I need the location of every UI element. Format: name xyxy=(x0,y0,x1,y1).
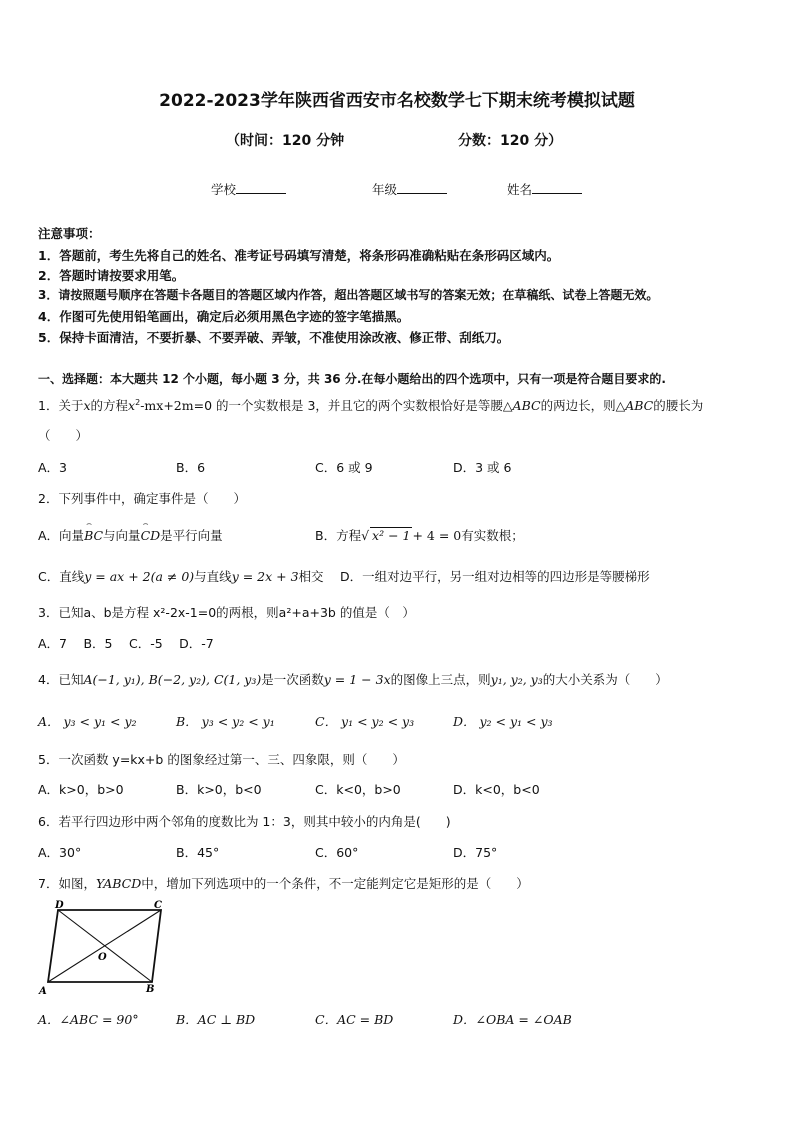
q7-option-b[interactable]: B．AC ⊥ BD xyxy=(176,1012,256,1027)
q1-expr: -mx+2m xyxy=(140,398,194,413)
vertex-label-d: D xyxy=(55,900,64,911)
name-label: 姓名 xyxy=(507,182,533,197)
note-item: 3．请按照题号顺序在答题卡各题目的答题区域内作答，超出答题区域书写的答案无效；在草稿纸、试卷上答题无效。 xyxy=(38,288,659,302)
question-3: 3．已知a、b是方程 x²-2x-1=0的两根，则a²+a+3b 的值是（ ） xyxy=(38,605,415,620)
q1-text: 的腰长为 xyxy=(653,398,704,413)
vertex-label-a: A xyxy=(39,986,47,997)
q4-option-a[interactable]: A． y₃ < y₁ < y₂ xyxy=(38,714,137,729)
q2b-radicand: x² − 1 xyxy=(372,528,411,543)
note-item: 1．答题前，考生先将自己的姓名、准考证号码填写清楚，将条形码准确粘贴在条形码区域内。 xyxy=(38,248,560,263)
q1-option-b[interactable]: B．6 xyxy=(176,460,206,475)
q2c-equation: y = ax + 2(a ≠ 0) xyxy=(84,569,195,584)
q6-option-a[interactable]: A．30° xyxy=(38,845,82,860)
school-label: 学校 xyxy=(211,182,237,197)
q7-shape: YABCD xyxy=(95,876,142,891)
question-1 xyxy=(38,396,703,414)
q4-text: 的图像上三点，则 xyxy=(390,672,491,687)
q2-option-a[interactable] xyxy=(38,526,223,544)
q3-options[interactable]: A．7 B．5 C．-5 D．-7 xyxy=(38,636,214,651)
diagonal-bd xyxy=(58,910,152,982)
notes-heading: 注意事项： xyxy=(38,226,101,241)
q2c-text: C．直线 xyxy=(38,569,85,584)
q4-text: 4．已知 xyxy=(38,672,84,687)
q4-option-d[interactable]: D． y₂ < y₁ < y₃ xyxy=(453,714,553,729)
q7-text: 中，增加下列选项中的一个条件，不一定能判定它是矩形的是（ ） xyxy=(141,876,529,891)
question-6: 6．若平行四边形中两个邻角的度数比为 1：3，则其中较小的内角是( ) xyxy=(38,814,451,829)
exam-score: 分数：120 分） xyxy=(458,133,563,149)
note-item: 5．保持卡面清洁，不要折暴、不要弄破、弄皱，不准使用涂改液、修正带、刮纸刀。 xyxy=(38,330,510,345)
q2c-text: 相交 xyxy=(298,569,324,584)
vertex-label-c: C xyxy=(154,900,162,911)
school-blank[interactable] xyxy=(236,181,286,194)
parallelogram-figure xyxy=(36,898,172,998)
note-item: 2．答题时请按要求用笔。 xyxy=(38,268,185,283)
q2c-text: 与直线 xyxy=(194,569,232,584)
q1-var: ABC xyxy=(625,398,654,413)
q1-exp: 2 xyxy=(135,397,141,407)
question-2: 2．下列事件中，确定事件是（ ） xyxy=(38,491,246,506)
center-label-o: O xyxy=(98,952,107,963)
q7-option-a[interactable]: A．∠ABC = 90° xyxy=(38,1012,139,1027)
q7-text: 7．如图， xyxy=(38,876,96,891)
q1-paren: （ ） xyxy=(38,428,89,443)
vector-bc: ⌢ BC xyxy=(84,528,103,543)
q2b-equation: + 4 = 0 xyxy=(412,528,462,543)
q5-option-a[interactable]: A．k>0，b>0 xyxy=(38,782,124,797)
q4-option-c[interactable]: C． y₁ < y₂ < y₃ xyxy=(315,714,415,729)
school-field[interactable] xyxy=(211,180,286,198)
q1-var: x xyxy=(128,398,136,413)
q2c-equation: y = 2x + 3 xyxy=(231,569,299,584)
vector-cd: ⌢ CD xyxy=(141,528,161,543)
q2a-text: 是平行向量 xyxy=(160,528,223,543)
q1-text: =0 的一个实数根是 3，并且它的两个实数根恰好是等腰△ xyxy=(193,398,513,413)
q4-option-b[interactable]: B． y₃ < y₂ < y₁ xyxy=(176,714,275,729)
q2a-text: A．向量 xyxy=(38,528,85,543)
vertex-label-b: B xyxy=(146,984,155,995)
q2b-text: B．方程 xyxy=(315,528,362,543)
grade-blank[interactable] xyxy=(397,181,447,194)
question-7 xyxy=(38,874,529,892)
q4-vars: y₁, y₂, y₃ xyxy=(490,672,543,687)
q5-option-c[interactable]: C．k<0，b>0 xyxy=(315,782,401,797)
grade-label: 年级 xyxy=(372,182,398,197)
q7-option-c[interactable]: C．AC = BD xyxy=(315,1012,394,1027)
q2-option-c[interactable] xyxy=(38,567,324,585)
q6-option-b[interactable]: B．45° xyxy=(176,845,220,860)
q1-option-a[interactable]: A．3 xyxy=(38,460,68,475)
q4-points: A(−1, y₁), B(−2, y₂), C(1, y₃) xyxy=(83,672,262,687)
q1-text: 的两边长，则△ xyxy=(540,398,626,413)
question-4 xyxy=(38,670,668,688)
exam-title: 2022-2023学年陕西省西安市名校数学七下期末统考模拟试题 xyxy=(159,91,635,111)
q5-option-b[interactable]: B．k>0，b<0 xyxy=(176,782,262,797)
q1-var: ABC xyxy=(512,398,541,413)
q1-text: 的方程 xyxy=(90,398,129,413)
q5-option-d[interactable]: D．k<0，b<0 xyxy=(453,782,540,797)
q4-text: 的大小关系为（ ） xyxy=(542,672,668,687)
q2-option-d[interactable]: D．一组对边平行，另一组对边相等的四边形是等腰梯形 xyxy=(340,569,650,584)
q1-option-d[interactable]: D．3 或 6 xyxy=(453,460,512,475)
q4-text: 是一次函数 xyxy=(261,672,324,687)
exam-time: （时间：120 分钟 xyxy=(226,133,345,149)
name-blank[interactable] xyxy=(532,181,582,194)
question-5: 5．一次函数 y=kx+b 的图象经过第一、三、四象限，则（ ） xyxy=(38,752,405,767)
q1-text: 1．关于 xyxy=(38,398,84,413)
q2-option-b[interactable] xyxy=(315,526,524,544)
q6-option-c[interactable]: C．60° xyxy=(315,845,359,860)
q4-function: y = 1 − 3x xyxy=(323,672,391,687)
sqrt-sign: √ xyxy=(361,528,370,543)
q6-option-d[interactable]: D．75° xyxy=(453,845,498,860)
q2b-text: 有实数根； xyxy=(461,528,524,543)
grade-field[interactable] xyxy=(372,180,447,198)
section-heading: 一、选择题：本大题共 12 个小题，每小题 3 分，共 36 分.在每小题给出的四个选项中，只有一项是符合题目要求的. xyxy=(38,372,666,386)
q2a-text: 与向量 xyxy=(103,528,141,543)
q1-option-c[interactable]: C．6 或 9 xyxy=(315,460,373,475)
name-field[interactable] xyxy=(507,180,582,198)
note-item: 4．作图可先使用铅笔画出，确定后必须用黑色字迹的签字笔描黑。 xyxy=(38,309,410,324)
q1-var: x xyxy=(83,398,91,413)
q7-option-d[interactable]: D．∠OBA = ∠OAB xyxy=(453,1012,572,1027)
